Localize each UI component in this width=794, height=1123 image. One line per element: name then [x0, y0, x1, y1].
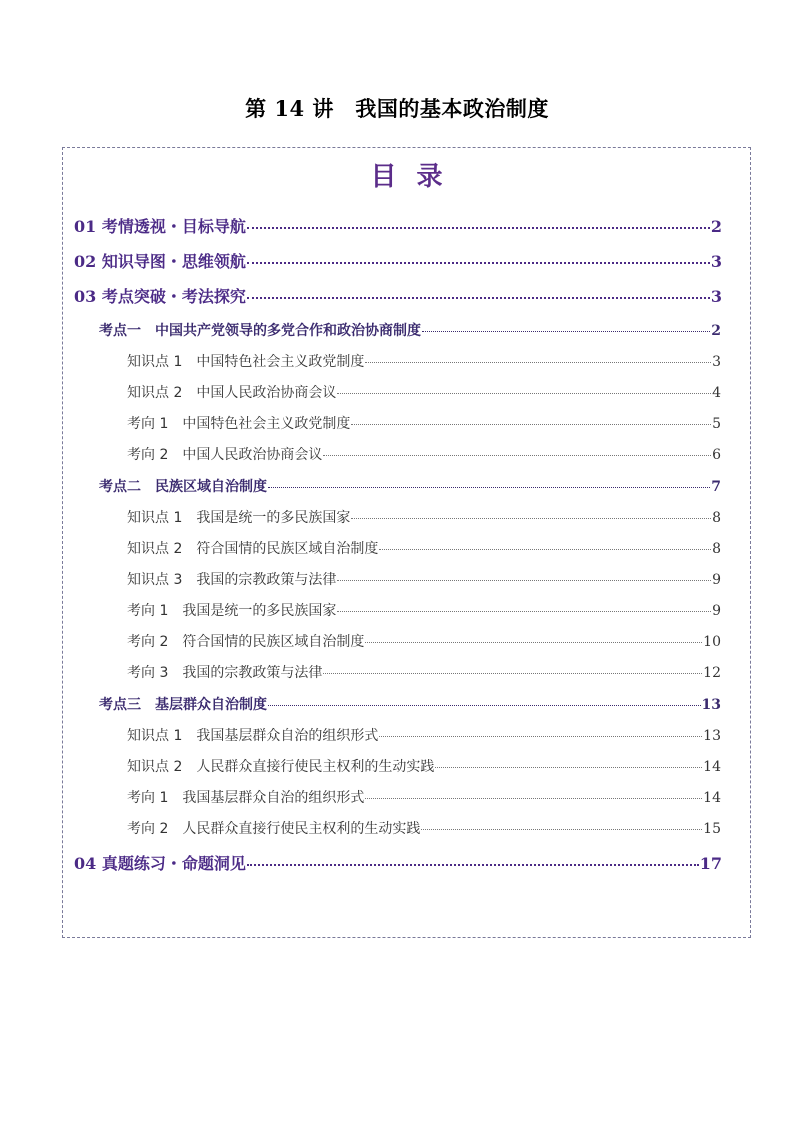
toc-dot-leader [365, 362, 711, 363]
toc-dot-leader [379, 549, 711, 550]
toc-dot-leader [365, 642, 702, 643]
toc-topic-entry[interactable] [99, 320, 721, 340]
toc-entry-title: 知识点 2 人民群众直接行使民主权利的生动实践 [127, 759, 435, 775]
toc-entry-title: 考点三 基层群众自治制度 [99, 697, 267, 713]
toc-topic-entry[interactable] [99, 694, 721, 714]
toc-subtopic-entry[interactable] [127, 787, 721, 807]
toc-subtopic-entry[interactable] [127, 756, 721, 776]
toc-subtopic-entry[interactable] [127, 631, 721, 651]
toc-page-number: 17 [699, 854, 722, 873]
toc-entry-title: 考向 3 我国的宗教政策与法律 [127, 665, 323, 681]
toc-entry-title: 考点一 中国共产党领导的多党合作和政治协商制度 [99, 323, 421, 339]
toc-entry-title: 知识点 1 我国是统一的多民族国家 [127, 510, 351, 526]
toc-page-number: 9 [712, 603, 721, 619]
toc-section-entry[interactable] [74, 851, 722, 874]
toc-dot-leader [365, 798, 702, 799]
toc-page-number: 7 [711, 479, 721, 495]
toc-entry-title: 知识点 2 符合国情的民族区域自治制度 [127, 541, 379, 557]
toc-section-entry[interactable] [74, 284, 722, 307]
toc-dot-leader [421, 829, 702, 830]
toc-dot-leader [422, 331, 710, 332]
toc-dot-leader [379, 736, 702, 737]
toc-entry-title: 考向 1 我国是统一的多民族国家 [127, 603, 337, 619]
toc-entry-title: 01 考情透视・目标导航 [74, 217, 246, 236]
toc-dot-leader [323, 673, 702, 674]
toc-subtopic-entry[interactable] [127, 600, 721, 620]
toc-page-number: 12 [703, 665, 721, 681]
toc-dot-leader [435, 767, 702, 768]
toc-entry-title: 04 真题练习・命题洞见 [74, 854, 246, 873]
toc-entry-title: 知识点 1 我国基层群众自治的组织形式 [127, 728, 379, 744]
toc-heading: 目录 [370, 162, 463, 192]
toc-page-number: 13 [703, 728, 721, 744]
toc-subtopic-entry[interactable] [127, 818, 721, 838]
toc-page-number: 5 [712, 416, 721, 432]
toc-page-number: 3 [710, 252, 722, 271]
toc-page-number: 9 [712, 572, 721, 588]
toc-entry-title: 考向 2 符合国情的民族区域自治制度 [127, 634, 365, 650]
document-title: 第 14 讲 我国的基本政治制度 [245, 96, 549, 121]
toc-dot-leader [247, 227, 710, 229]
toc-page-number: 13 [701, 697, 721, 713]
toc-section-entry[interactable] [74, 214, 722, 237]
toc-dot-leader [337, 393, 711, 394]
toc-subtopic-entry[interactable] [127, 569, 721, 589]
toc-page-number: 2 [711, 323, 721, 339]
toc-dot-leader [268, 487, 710, 488]
toc-subtopic-entry[interactable] [127, 507, 721, 527]
toc-page-number: 3 [710, 287, 722, 306]
toc-entry-title: 知识点 3 我国的宗教政策与法律 [127, 572, 337, 588]
toc-page-number: 3 [712, 354, 721, 370]
toc-entry-title: 考向 2 中国人民政治协商会议 [127, 447, 323, 463]
toc-dot-leader [247, 864, 699, 866]
toc-subtopic-entry[interactable] [127, 725, 721, 745]
toc-page-number: 8 [712, 510, 721, 526]
toc-subtopic-entry[interactable] [127, 413, 721, 433]
toc-page-number: 2 [710, 217, 722, 236]
toc-dot-leader [337, 580, 711, 581]
toc-page-number: 14 [703, 790, 721, 806]
toc-subtopic-entry[interactable] [127, 662, 721, 682]
toc-dot-leader [351, 424, 711, 425]
toc-page-number: 15 [703, 821, 721, 837]
toc-page-number: 4 [712, 385, 721, 401]
toc-section-entry[interactable] [74, 249, 722, 272]
table-of-contents [62, 147, 751, 938]
toc-entry-title: 考向 2 人民群众直接行使民主权利的生动实践 [127, 821, 421, 837]
toc-entry-title: 03 考点突破・考法探究 [74, 287, 246, 306]
toc-entry-title: 知识点 1 中国特色社会主义政党制度 [127, 354, 365, 370]
toc-dot-leader [268, 705, 701, 706]
toc-dot-leader [323, 455, 711, 456]
toc-entry-title: 考向 1 我国基层群众自治的组织形式 [127, 790, 365, 806]
toc-page-number: 14 [703, 759, 721, 775]
toc-subtopic-entry[interactable] [127, 538, 721, 558]
toc-dot-leader [351, 518, 711, 519]
toc-entry-title: 考点二 民族区域自治制度 [99, 479, 267, 495]
toc-page-number: 8 [712, 541, 721, 557]
toc-subtopic-entry[interactable] [127, 351, 721, 371]
toc-subtopic-entry[interactable] [127, 382, 721, 402]
toc-dot-leader [337, 611, 711, 612]
toc-entry-title: 知识点 2 中国人民政治协商会议 [127, 385, 337, 401]
toc-subtopic-entry[interactable] [127, 444, 721, 464]
toc-page-number: 6 [712, 447, 721, 463]
toc-entry-title: 02 知识导图・思维领航 [74, 252, 246, 271]
toc-entry-title: 考向 1 中国特色社会主义政党制度 [127, 416, 351, 432]
toc-dot-leader [247, 262, 710, 264]
toc-topic-entry[interactable] [99, 476, 721, 496]
toc-dot-leader [247, 297, 710, 299]
toc-page-number: 10 [703, 634, 721, 650]
